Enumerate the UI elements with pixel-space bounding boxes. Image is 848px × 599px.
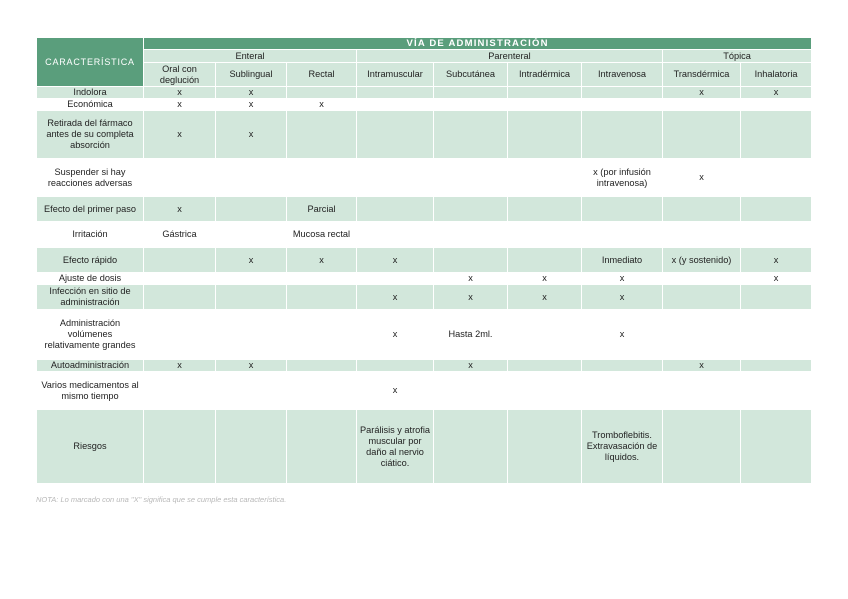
table-cell — [741, 197, 812, 222]
table-cell — [287, 285, 357, 310]
table-cell: x — [741, 87, 812, 99]
table-cell: x — [663, 159, 741, 197]
table-cell — [582, 99, 663, 111]
row-label: Económica — [37, 99, 144, 111]
table-cell — [508, 372, 582, 410]
row-label: Infección en sitio de administración — [37, 285, 144, 310]
table-cell: x — [216, 99, 287, 111]
table-cell: x — [144, 87, 216, 99]
table-cell — [508, 197, 582, 222]
table-cell — [357, 360, 434, 372]
table-cell — [216, 159, 287, 197]
table-cell — [508, 222, 582, 248]
table-cell — [287, 360, 357, 372]
row-label: Indolora — [37, 87, 144, 99]
group-parenteral: Parenteral — [357, 50, 663, 63]
table-cell — [741, 310, 812, 360]
table-cell — [508, 111, 582, 159]
table-cell — [357, 273, 434, 285]
table-cell: x — [582, 273, 663, 285]
column-header: Sublingual — [216, 63, 287, 87]
table-cell — [582, 372, 663, 410]
table-cell — [144, 410, 216, 484]
table-cell — [287, 372, 357, 410]
table-cell — [357, 111, 434, 159]
table-row — [37, 111, 812, 159]
table-cell — [287, 310, 357, 360]
table-cell: x — [663, 360, 741, 372]
table-cell — [508, 87, 582, 99]
table-cell — [741, 360, 812, 372]
table-cell: x (y sostenido) — [663, 248, 741, 273]
table-cell — [741, 410, 812, 484]
table-cell — [144, 310, 216, 360]
row-label: Ajuste de dosis — [37, 273, 144, 285]
table-cell — [508, 410, 582, 484]
table-cell: x — [216, 360, 287, 372]
table-row — [37, 285, 812, 310]
table-row — [37, 310, 812, 360]
table-cell — [357, 99, 434, 111]
table-cell — [357, 222, 434, 248]
table-cell: x — [144, 197, 216, 222]
row-label: Suspender si hay reacciones adversas — [37, 159, 144, 197]
table-cell — [508, 159, 582, 197]
table-cell — [508, 360, 582, 372]
table-cell: x — [216, 248, 287, 273]
table-cell: x — [144, 111, 216, 159]
table-cell: x — [216, 87, 287, 99]
table-row — [37, 273, 812, 285]
row-label: Irritación — [37, 222, 144, 248]
table-cell — [582, 197, 663, 222]
table-cell: x — [582, 310, 663, 360]
table-cell — [287, 111, 357, 159]
table-cell — [434, 222, 508, 248]
column-header: Inhalatoria — [741, 63, 812, 87]
table-cell: x (por infusión intravenosa) — [582, 159, 663, 197]
column-header: Transdérmica — [663, 63, 741, 87]
table-cell — [741, 159, 812, 197]
table-cell — [216, 285, 287, 310]
table-cell: x — [434, 273, 508, 285]
table-cell — [663, 197, 741, 222]
table-cell: x — [741, 273, 812, 285]
row-label: Varios medicamentos al mismo tiempo — [37, 372, 144, 410]
column-header: Intradérmica — [508, 63, 582, 87]
table-cell: x — [216, 111, 287, 159]
table-row — [37, 360, 812, 372]
table-cell — [508, 99, 582, 111]
table-cell — [434, 159, 508, 197]
row-label: Administración volúmenes relativamente grandes — [37, 310, 144, 360]
table-cell — [434, 99, 508, 111]
header-characteristic: CARACTERÍSTICA — [37, 38, 144, 87]
table-cell — [287, 273, 357, 285]
table-cell: x — [144, 360, 216, 372]
table-cell: x — [357, 248, 434, 273]
table-cell — [663, 111, 741, 159]
table-cell — [216, 197, 287, 222]
table-cell — [741, 111, 812, 159]
table-cell: Mucosa rectal — [287, 222, 357, 248]
column-header: Intravenosa — [582, 63, 663, 87]
table-row — [37, 222, 812, 248]
table-cell — [434, 372, 508, 410]
table-cell — [287, 87, 357, 99]
table-cell: Tromboflebitis. Extravasación de líquidos. — [582, 410, 663, 484]
table-cell: x — [663, 87, 741, 99]
table-cell — [357, 159, 434, 197]
table-cell — [357, 197, 434, 222]
table-cell — [144, 159, 216, 197]
table-cell — [216, 273, 287, 285]
table-row — [37, 99, 812, 111]
table-cell: x — [582, 285, 663, 310]
group-topica: Tópica — [663, 50, 812, 63]
table-cell — [741, 285, 812, 310]
table-cell — [434, 111, 508, 159]
table-cell — [144, 273, 216, 285]
table-cell — [144, 285, 216, 310]
table-cell: x — [508, 273, 582, 285]
table-cell — [357, 87, 434, 99]
table-row — [37, 87, 812, 99]
table-cell — [663, 410, 741, 484]
table-cell — [582, 111, 663, 159]
table-cell: x — [287, 248, 357, 273]
table-row — [37, 159, 812, 197]
table-cell — [144, 248, 216, 273]
table-cell — [287, 159, 357, 197]
table-cell — [434, 248, 508, 273]
table-cell — [434, 197, 508, 222]
table-cell — [508, 248, 582, 273]
table-cell — [741, 99, 812, 111]
table-row — [37, 248, 812, 273]
table-row — [37, 410, 812, 484]
row-label: Retirada del fármaco antes de su completa absorción — [37, 111, 144, 159]
table-cell: Gástrica — [144, 222, 216, 248]
header-route: VÍA DE ADMINISTRACIÓN — [144, 38, 812, 50]
table-cell — [287, 410, 357, 484]
table-note: NOTA: Lo marcado con una "X" significa que se cumple esta característica. — [36, 495, 287, 504]
column-header: Intramuscular — [357, 63, 434, 87]
table-cell: x — [144, 99, 216, 111]
table-cell — [434, 87, 508, 99]
column-header: Oral con deglución — [144, 63, 216, 87]
column-header: Rectal — [287, 63, 357, 87]
table-cell: x — [741, 248, 812, 273]
table-cell: x — [508, 285, 582, 310]
table-cell — [582, 222, 663, 248]
table-row — [37, 372, 812, 410]
group-enteral: Enteral — [144, 50, 357, 63]
table-cell — [663, 372, 741, 410]
table-cell — [663, 222, 741, 248]
table-cell: Parálisis y atrofia muscular por daño al nervio ciático. — [357, 410, 434, 484]
row-label: Autoadministración — [37, 360, 144, 372]
row-label: Riesgos — [37, 410, 144, 484]
row-label: Efecto del primer paso — [37, 197, 144, 222]
table-cell — [741, 222, 812, 248]
table-cell — [663, 99, 741, 111]
table-cell — [216, 410, 287, 484]
table-cell: x — [434, 285, 508, 310]
table-cell: x — [434, 360, 508, 372]
table-cell — [582, 87, 663, 99]
table-cell — [434, 410, 508, 484]
table-cell — [508, 310, 582, 360]
table-cell — [663, 273, 741, 285]
table-cell — [663, 310, 741, 360]
table-cell: x — [357, 310, 434, 360]
table-cell: x — [357, 285, 434, 310]
table-cell — [216, 222, 287, 248]
row-label: Efecto rápido — [37, 248, 144, 273]
table-cell — [741, 372, 812, 410]
table-cell: Parcial — [287, 197, 357, 222]
table-cell — [144, 372, 216, 410]
table-cell: Hasta 2ml. — [434, 310, 508, 360]
table-cell: x — [287, 99, 357, 111]
table-row — [37, 197, 812, 222]
table-cell — [216, 310, 287, 360]
table-cell: Inmediato — [582, 248, 663, 273]
table-cell — [216, 372, 287, 410]
table-cell — [582, 360, 663, 372]
table-cell — [663, 285, 741, 310]
table-cell: x — [357, 372, 434, 410]
column-header: Subcutánea — [434, 63, 508, 87]
administration-routes-table — [36, 37, 812, 484]
